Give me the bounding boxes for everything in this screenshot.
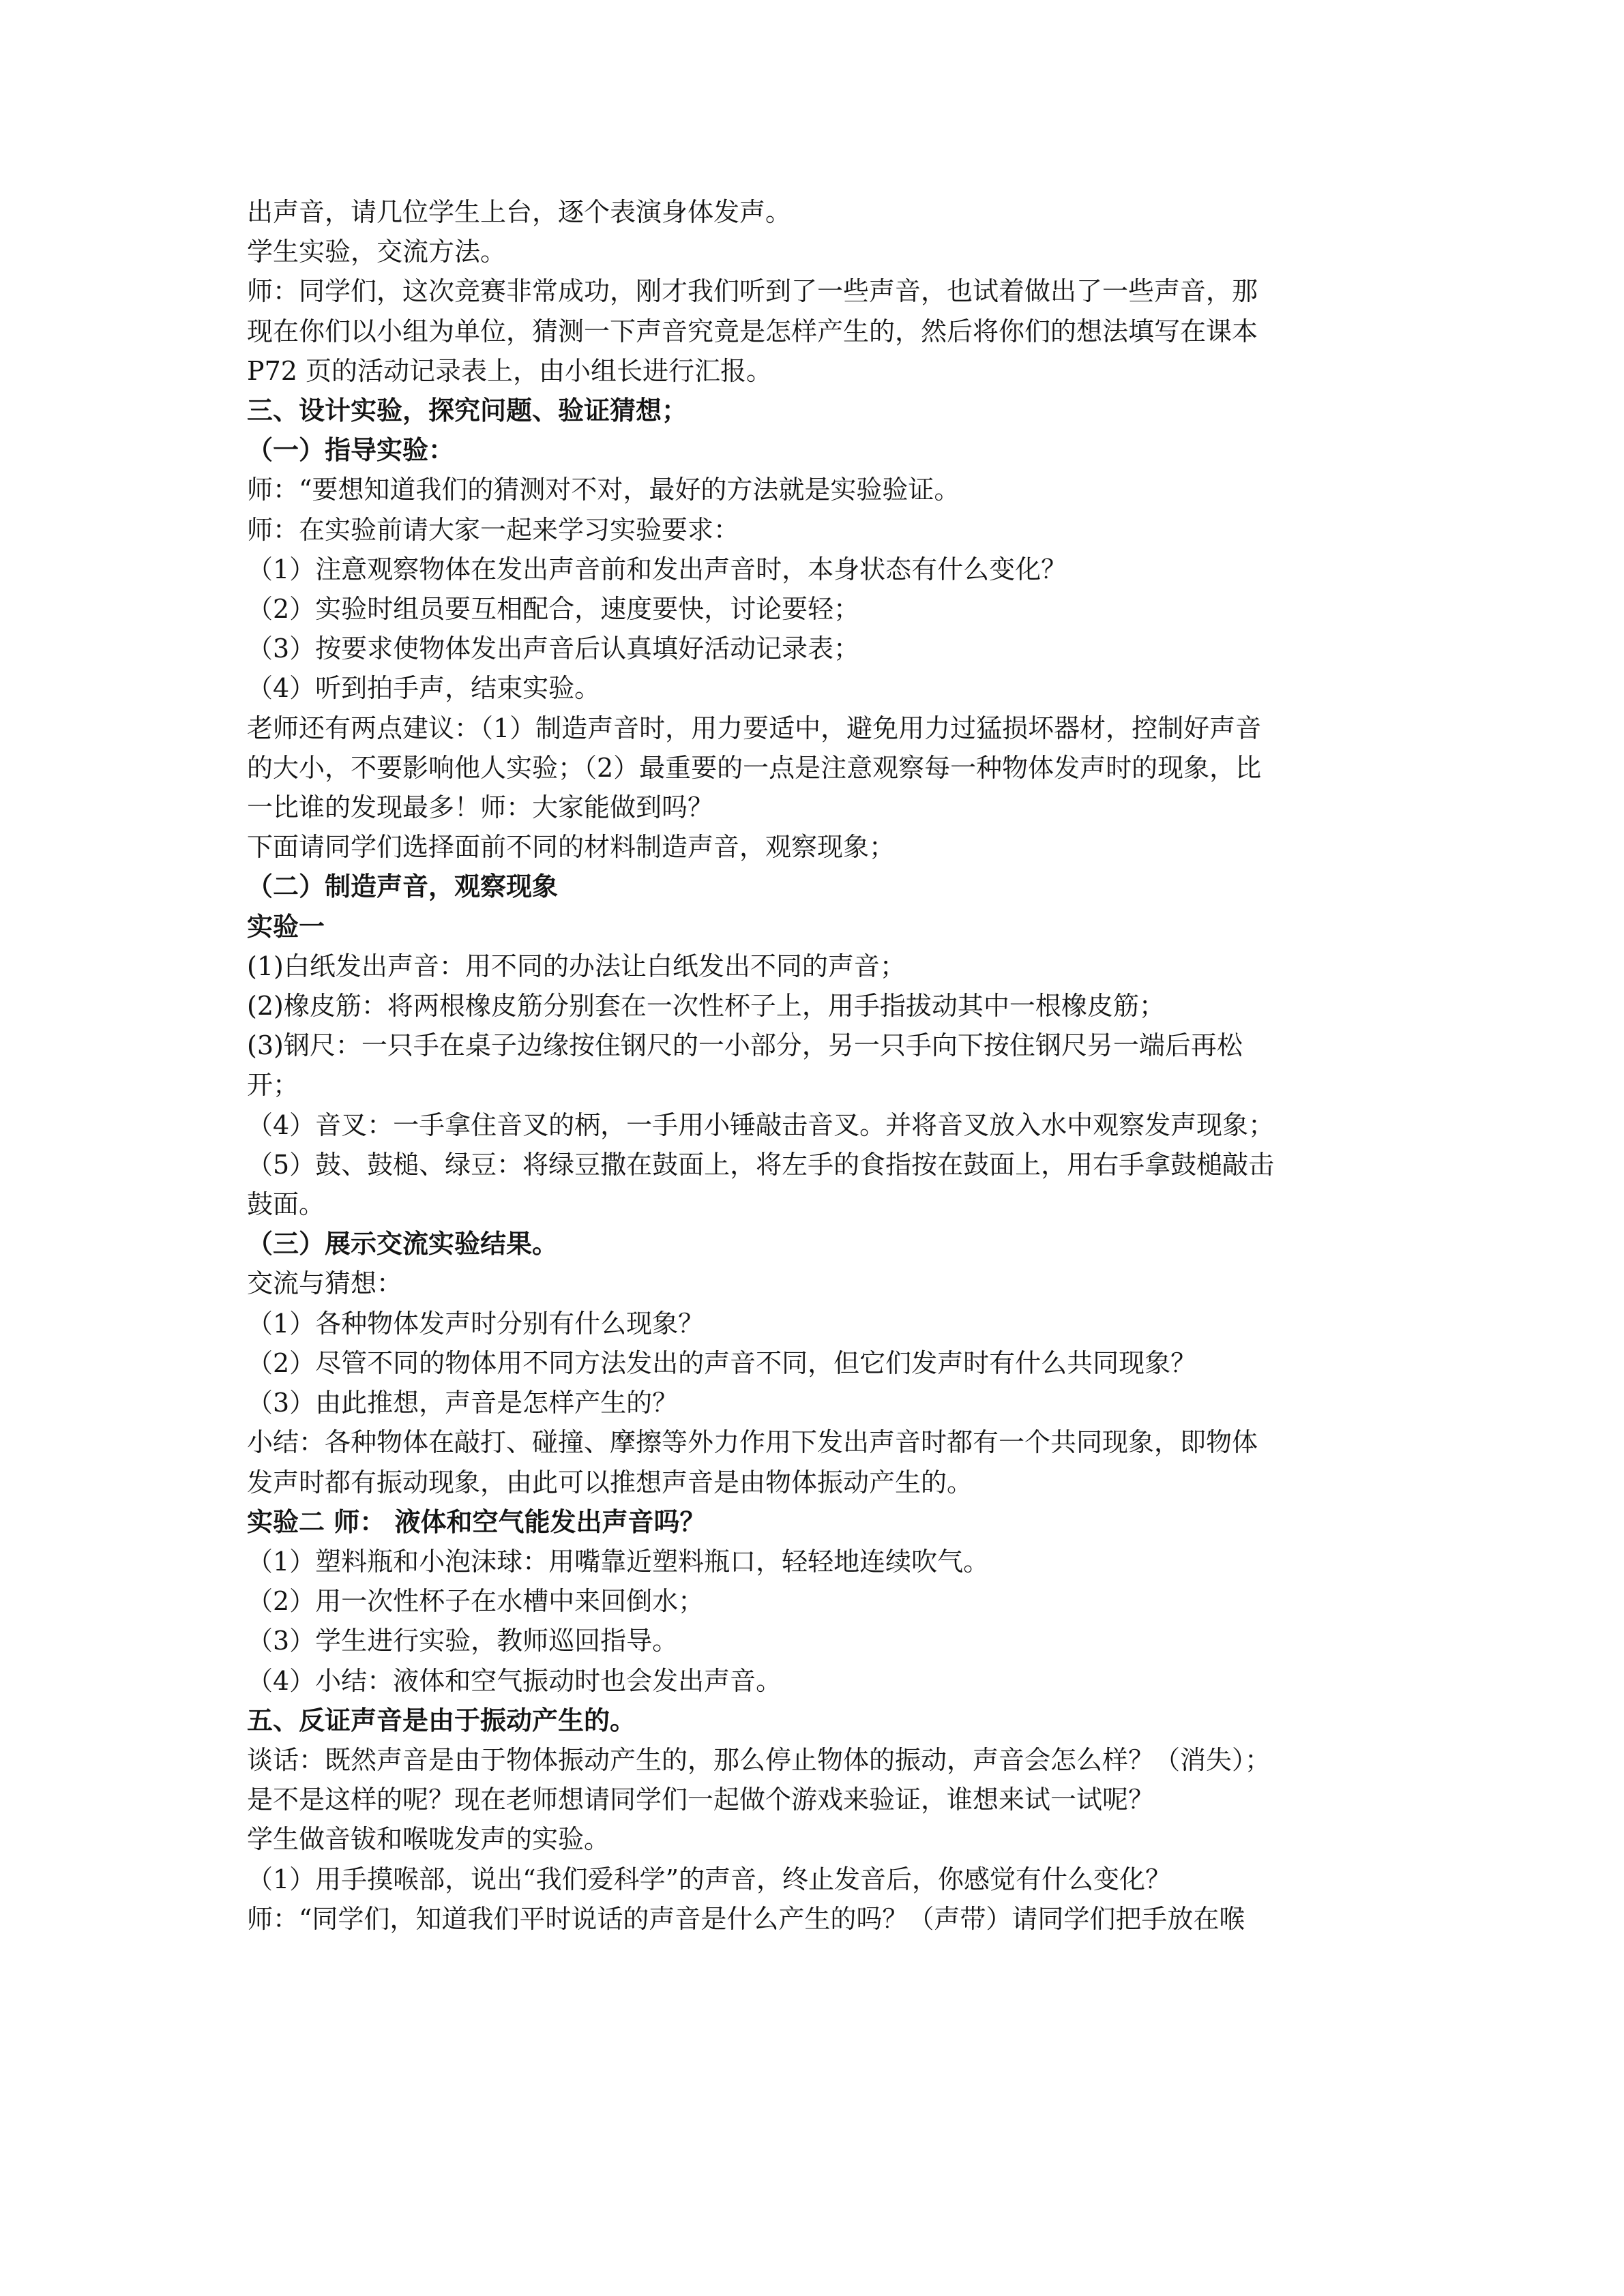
document-body xyxy=(247,192,1379,1939)
list-item: （1）注意观察物体在发出声音前和发出声音时，本身状态有什么变化？ xyxy=(247,554,1067,584)
list-item: (2)橡皮筋：将两根橡皮筋分别套在一次性杯子上，用手指拔动其中一根橡皮筋； xyxy=(247,991,1165,1022)
list-item: （3）由此推想，声音是怎样产生的？ xyxy=(247,1388,679,1418)
list-item: (3)钢尺：一只手在桌子边缘按住钢尺的一小部分，另一只手向下按住钢尺另一端后再松 xyxy=(247,1030,1243,1061)
list-item: （4）小结：液体和空气振动时也会发出声音。 xyxy=(247,1665,782,1696)
text-line: 出声音，请几位学生上台，逐个表演身体发声。 xyxy=(247,197,792,227)
text-line: 现在你们以小组为单位，猜测一下声音究竟是怎样产生的，然后将你们的想法填写在课本 xyxy=(247,316,1258,346)
list-item: （3）按要求使物体发出声音后认真填好活动记录表； xyxy=(247,633,860,664)
list-item: （2）用一次性杯子在水槽中来回倒水； xyxy=(247,1586,705,1617)
text-line: 交流与猜想： xyxy=(247,1268,403,1299)
text-line: 老师还有两点建议：（1）制造声音时，用力要适中，避免用力过猛损坏器材，控制好声音 xyxy=(247,713,1262,743)
list-item: （1）各种物体发声时分别有什么现象？ xyxy=(247,1308,705,1339)
list-item: (1)白纸发出声音：用不同的办法让白纸发出不同的声音； xyxy=(247,951,906,981)
list-item: （1）用手摸喉部，说出“我们爱科学”的声音，终止发音后，你感觉有什么变化？ xyxy=(247,1864,1172,1894)
text-line: 一比谁的发现最多！师：大家能做到吗？ xyxy=(247,792,714,823)
text-line: 谈话：既然声音是由于物体振动产生的，那么停止物体的振动，声音会怎么样？（消失）； xyxy=(247,1744,1271,1775)
list-item: （2）实验时组员要互相配合，速度要快，讨论要轻； xyxy=(247,594,860,625)
text-line: 是不是这样的呢？现在老师想请同学们一起做个游戏来验证，谁想来试一试呢？ xyxy=(247,1785,1155,1815)
subsection-heading: （二）制造声音，观察现象 xyxy=(247,871,559,902)
subsection-heading: （一）指导实验： xyxy=(247,435,455,466)
section-heading: 三、设计实验，探究问题、验证猜想； xyxy=(247,396,688,426)
experiment-heading: 实验二 师： 液体和空气能发出声音吗？ xyxy=(247,1506,706,1537)
text-line: 发声时都有振动现象，由此可以推想声音是由物体振动产生的。 xyxy=(247,1467,973,1497)
list-item: （4）音叉：一手拿住音叉的柄，一手用小锤敲击音叉。并将音叉放入水中观察发声现象； xyxy=(247,1109,1275,1140)
list-item: （5）鼓、鼓槌、绿豆：将绿豆撒在鼓面上，将左手的食指按在鼓面上，用右手拿鼓槌敲击 xyxy=(247,1149,1275,1180)
list-item: （3）学生进行实验，教师巡回指导。 xyxy=(247,1626,679,1656)
list-item: （2）尽管不同的物体用不同方法发出的声音不同，但它们发声时有什么共同现象？ xyxy=(247,1347,1197,1378)
text-line: 下面请同学们选择面前不同的材料制造声音，观察现象； xyxy=(247,832,896,863)
text-line: 学生实验，交流方法。 xyxy=(247,237,507,267)
text-line: 小结：各种物体在敲打、碰撞、摩擦等外力作用下发出声音时都有一个共同现象，即物体 xyxy=(247,1427,1258,1458)
text-line: 开； xyxy=(247,1070,299,1101)
text-line: 师：在实验前请大家一起来学习实验要求： xyxy=(247,514,740,545)
text-line: 学生做音钹和喉咙发声的实验。 xyxy=(247,1824,610,1855)
list-item: （1）塑料瓶和小泡沫球：用嘴靠近塑料瓶口，轻轻地连续吹气。 xyxy=(247,1546,990,1577)
experiment-heading: 实验一 xyxy=(247,911,325,942)
subsection-heading: （三）展示交流实验结果。 xyxy=(247,1229,559,1259)
text-line: 师：同学们，这次竞赛非常成功，刚才我们听到了一些声音，也试着做出了一些声音，那 xyxy=(247,276,1258,307)
text-line: 师：“要想知道我们的猜测对不对，最好的方法就是实验验证。 xyxy=(247,475,960,505)
list-item: （4）听到拍手声，结束实验。 xyxy=(247,673,601,704)
text-line: 鼓面。 xyxy=(247,1189,325,1220)
text-line: 师：“同学们，知道我们平时说话的声音是什么产生的吗？（声带）请同学们把手放在喉 xyxy=(247,1903,1245,1934)
text-line: 的大小，不要影响他人实验；（2）最重要的一点是注意观察每一种物体发声时的现象，比 xyxy=(247,752,1262,783)
section-heading: 五、反证声音是由于振动产生的。 xyxy=(247,1705,636,1735)
text-line: P72 页的活动记录表上，由小组长进行汇报。 xyxy=(247,355,773,386)
